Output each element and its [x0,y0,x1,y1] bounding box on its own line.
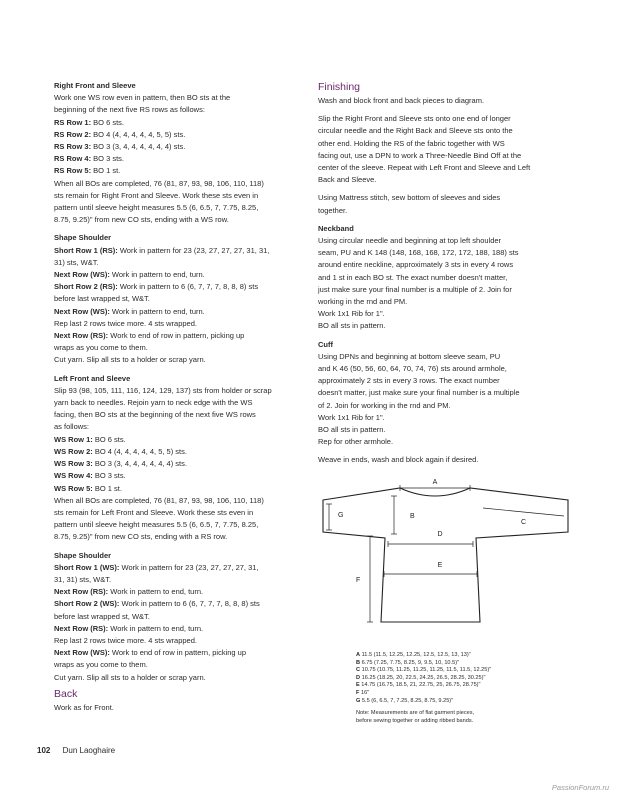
section-title-finishing: Finishing [318,81,361,93]
lf-intro [54,385,304,434]
text-line: pattern until sleeve height measures 5.5 (6, 6.5, 7, 7.75, 8.25, [54,203,259,213]
text-line: 8.75, 9.25)" from new CO sts, ending with a RS row. [54,532,228,542]
rf-intro [54,92,304,116]
row-text: before last wrapped st, W&T. [54,294,150,304]
row-text: before last wrapped st, W&T. [54,611,150,621]
row-text: Work in pattern to end, turn. [108,587,204,597]
instruction-line [356,652,571,660]
text-line: Work 1x1 Rib for 1". [318,412,385,422]
text-line: sts remain for Left Front and Sleeve. Work these sts even in [54,507,254,517]
text-line: Note: Measurements are of flat garment pieces, [356,710,475,717]
label-e: E [437,562,443,569]
section-title-back: Back [54,687,78,700]
row-text: 5.5 (6, 6.5, 7, 7.25, 8.25, 8.75, 9.25)" [360,697,454,704]
row-label: WS Row 4: [54,471,93,481]
text-line: 8.75, 9.25)" from new CO sts, ending with a WS row. [54,215,229,225]
row-text: wraps as you come to them. [54,343,148,353]
label-c: C [521,519,527,526]
text-line: approximately 2 sts in every 3 rows. The exact number [318,376,500,386]
ss1-lines [54,245,304,367]
text-line: seam, PU and K 148 (148, 168, 168, 172, 172, 188, 188) sts [318,248,519,258]
measurements-list [356,652,571,725]
text-line: facing, then BO sts at the beginning of the next five WS rows [54,410,256,420]
dim-line-c [483,508,564,516]
label-d: D [437,531,443,538]
row-text: Work in pattern to end, turn. [109,270,205,280]
instruction-line [356,690,571,698]
instruction-line [54,611,304,623]
row-text: Work in pattern for 23 (23, 27, 27, 27, 31, [119,562,259,572]
label-f: F [356,577,361,584]
pattern-title: Dun Laoghaire [62,746,116,755]
row-text: 14.75 (16.75, 18.5, 21, 22.75, 25, 26.75, 28.75)" [359,682,481,689]
row-text: 31, 31) sts, W&T. [54,574,112,584]
instruction-line [54,434,304,446]
page-number: 102 [37,746,51,755]
instruction-line [54,586,304,598]
instruction-line [54,257,304,269]
instruction-line [54,293,304,305]
row-label: Short Row 1 (RS): [54,245,118,255]
instruction-line [54,245,304,257]
row-text: Cut yarn. Slip all sts to a holder or scrap yarn. [54,355,206,365]
text-line: BO all sts in pattern. [318,321,386,331]
text-line: center of the sleeve. Repeat with Left Front and Sleeve and Left [318,163,531,173]
section-title-neckband: Neckband [318,223,354,233]
row-label: WS Row 1: [54,434,93,444]
text-line: and K 46 (50, 56, 60, 64, 70, 74, 76) sts around armhole, [318,364,507,374]
instruction-line [356,667,571,675]
left-column [54,80,304,714]
row-label: RS Row 3: [54,142,92,152]
row-text: Cut yarn. Slip all sts to a holder or scrap yarn. [54,672,206,682]
row-label: RS Row 1: [54,117,92,127]
instruction-line [54,647,304,659]
page-footer [37,746,115,756]
text-line: yarn back to needles. Rejoin yarn to neck edge with the WS [54,398,253,408]
watermark: PassionForum.ru [551,783,609,792]
text-line: Using Mattress stitch, sew bottom of sleeves and sides [318,193,501,203]
row-text: wraps as you come to them. [54,660,148,670]
row-label: Next Row (RS): [54,623,109,633]
row-text: BO 1 st. [92,483,122,493]
instruction-line [54,470,304,482]
row-label: E [356,682,360,689]
back-text: Work as for Front. [54,702,114,712]
row-text: BO 4 (4, 4, 4, 4, 4, 5, 5) sts. [91,129,186,139]
text-line: as follows: [54,422,90,432]
instruction-line [54,117,304,129]
row-label: WS Row 2: [54,446,93,456]
section-title-shape-shoulder-1: Shape Shoulder [54,233,112,243]
text-line: Slip the Right Front and Sleeve sts onto one end of longer [318,114,511,124]
finishing-p1 [318,95,570,107]
text-line: Work one WS row even in pattern, then BO sts at the [54,93,231,103]
finishing-p2 [318,113,570,186]
instruction-line [54,483,304,495]
section-title-left-front: Left Front and Sleeve [54,373,131,383]
row-text: Work in pattern for 23 (23, 27, 27, 27, 31, 31, [117,245,270,255]
row-text: BO 3 sts. [92,471,126,481]
instruction-line [54,598,304,610]
text-line: doesn't matter, just make sure your final number is a multiple [318,388,520,398]
text-line: pattern until sleeve height measures 5.5 (6, 6.5, 7, 7.75, 8.25, [54,520,259,530]
row-text: Work to end of row in pattern, picking up [108,331,245,341]
row-text: Work to end of row in pattern, picking up [109,648,247,658]
row-label: B [356,659,361,666]
instruction-line [54,446,304,458]
section-title-cuff: Cuff [318,339,333,349]
row-label: G [356,697,361,704]
cuff-text [318,351,570,449]
row-text: Work in pattern to end, turn. [108,623,204,633]
instruction-line [54,306,304,318]
row-text: 11.5 (11.5, 12.25, 12.25, 12.5, 12.5, 13, 13)" [360,652,471,658]
row-label: A [356,652,361,658]
row-label: Short Row 2 (RS): [54,282,118,292]
row-text: Work in pattern to 6 (6, 7, 7, 7, 8, 8, 8) sts [119,599,260,609]
instruction-line [54,623,304,635]
instruction-line [54,318,304,330]
instruction-line [54,330,304,342]
text-line: Work 1x1 Rib for 1". [318,309,385,319]
text-line: Back and Sleeve. [318,175,377,185]
row-label: Short Row 1 (WS): [54,562,120,572]
row-label: Next Row (RS): [54,331,109,341]
section-title-shape-shoulder-2: Shape Shoulder [54,550,112,560]
row-label: WS Row 3: [54,459,93,469]
row-label: Next Row (WS): [54,270,110,280]
text-line: circular needle and the Right Back and Sleeve sts onto the [318,126,513,136]
garment-schematic [318,472,570,652]
ss2-lines [54,562,304,684]
instruction-line [54,281,304,293]
instruction-line [54,562,304,574]
lf-after [54,495,304,544]
instruction-line [356,675,571,683]
text-line: Rep for other armhole. [318,437,394,447]
rf-after [54,178,304,227]
text-line: sts remain for Right Front and Sleeve. Work these sts even in [54,190,259,200]
right-column [318,80,570,467]
row-text: 16" [359,689,370,696]
row-label: F [356,689,360,696]
text-line: just make sure your final number is a multiple of 2. Join for [318,284,512,294]
row-text: 10.75 (10.75, 11.25, 11.25, 11.25, 11.5, 11.5, 12.25)" [360,667,492,674]
row-label: Short Row 2 (WS): [54,599,120,609]
row-text: BO 4 (4, 4, 4, 4, 4, 5, 5) sts. [92,446,187,456]
row-label: RS Row 5: [54,166,92,176]
label-a: A [432,479,438,486]
neckband-text [318,235,570,333]
text-line: before sewing together or adding ribbed bands. [356,717,474,724]
instruction-line [356,660,571,668]
instruction-line [54,141,304,153]
instruction-line [54,269,304,281]
row-label: C [356,667,361,674]
instruction-line [54,129,304,141]
row-label: Next Row (RS): [54,587,109,597]
text-line: Slip 93 (98, 105, 111, 116, 124, 129, 137) sts from holder or scrap [54,385,272,395]
measurement-rows [356,652,571,705]
text-line: other end. Holding the RS of the fabric together with WS [318,138,505,148]
row-text: 6.75 (7.25, 7.75, 8.25, 9, 9.5, 10, 10.5)" [360,659,460,666]
section-title-right-front: Right Front and Sleeve [54,81,136,90]
lf-rows [54,434,304,495]
instruction-line [54,458,304,470]
text-line: and 1 st in each BO st. The exact number doesn't matter, [318,272,508,282]
instruction-line [356,698,571,706]
label-g: G [338,512,344,519]
text-line: facing out, use a DPN to work a Three-Needle Bind Off at the [318,150,522,160]
text-line: together. [318,205,348,215]
instruction-line [54,635,304,647]
label-b: B [410,513,415,520]
text-line: working in the rnd and PM. [318,297,408,307]
instruction-line [54,574,304,586]
instruction-line [54,342,304,354]
row-label: WS Row 5: [54,483,93,493]
finishing-p3 [318,192,570,216]
text-line: Wash and block front and back pieces to diagram. [318,96,485,105]
weave-text: Weave in ends, wash and block again if desired. [318,455,479,465]
row-label: Next Row (WS): [54,648,110,658]
rf-rows [54,117,304,178]
garment-outline [323,488,568,622]
row-text: 16.25 (18.25, 20, 22.5, 24.25, 26.5, 28.25, 30.25)" [360,674,486,681]
row-text: 31) sts, W&T. [54,257,99,267]
row-label: RS Row 4: [54,154,92,164]
row-text: Rep last 2 rows twice more. 4 sts wrapped. [54,635,197,645]
schematic-svg [318,472,570,652]
text-line: When all BOs are completed, 76 (81, 87, 93, 98, 106, 110, 118) [54,495,264,505]
row-text: BO 6 sts. [92,434,126,444]
row-text: BO 3 sts. [91,154,125,164]
row-text: BO 3 (3, 4, 4, 4, 4, 4, 4) sts. [91,142,186,152]
row-text: BO 1 st. [91,166,121,176]
instruction-line [54,672,304,684]
row-text: BO 6 sts. [91,117,125,127]
row-label: RS Row 2: [54,129,92,139]
row-label: Next Row (WS): [54,306,110,316]
text-line: Using circular needle and beginning at top left shoulder [318,236,502,246]
text-line: BO all sts in pattern. [318,425,386,435]
instruction-line [54,354,304,366]
instruction-line [54,153,304,165]
instruction-line [54,165,304,177]
row-text: BO 3 (3, 4, 4, 4, 4, 4, 4) sts. [92,459,187,469]
text-line: When all BOs are completed, 76 (81, 87, 93, 98, 106, 110, 118) [54,178,264,188]
text-line: around entire neckline, approximately 3 sts in every 4 rows [318,260,514,270]
text-line: beginning of the next five RS rows as follows: [54,105,205,115]
row-text: Work in pattern to 6 (6, 7, 7, 7, 8, 8, 8) sts [117,282,259,292]
row-label: D [356,674,361,681]
text-line: Using DPNs and beginning at bottom sleeve seam, PU [318,351,501,361]
measurement-note [356,710,571,725]
instruction-line [54,659,304,671]
row-text: Rep last 2 rows twice more. 4 sts wrapped. [54,318,197,328]
instruction-line [356,682,571,690]
row-text: Work in pattern to end, turn. [109,306,205,316]
text-line: of 2. Join for working in the rnd and PM. [318,400,451,410]
